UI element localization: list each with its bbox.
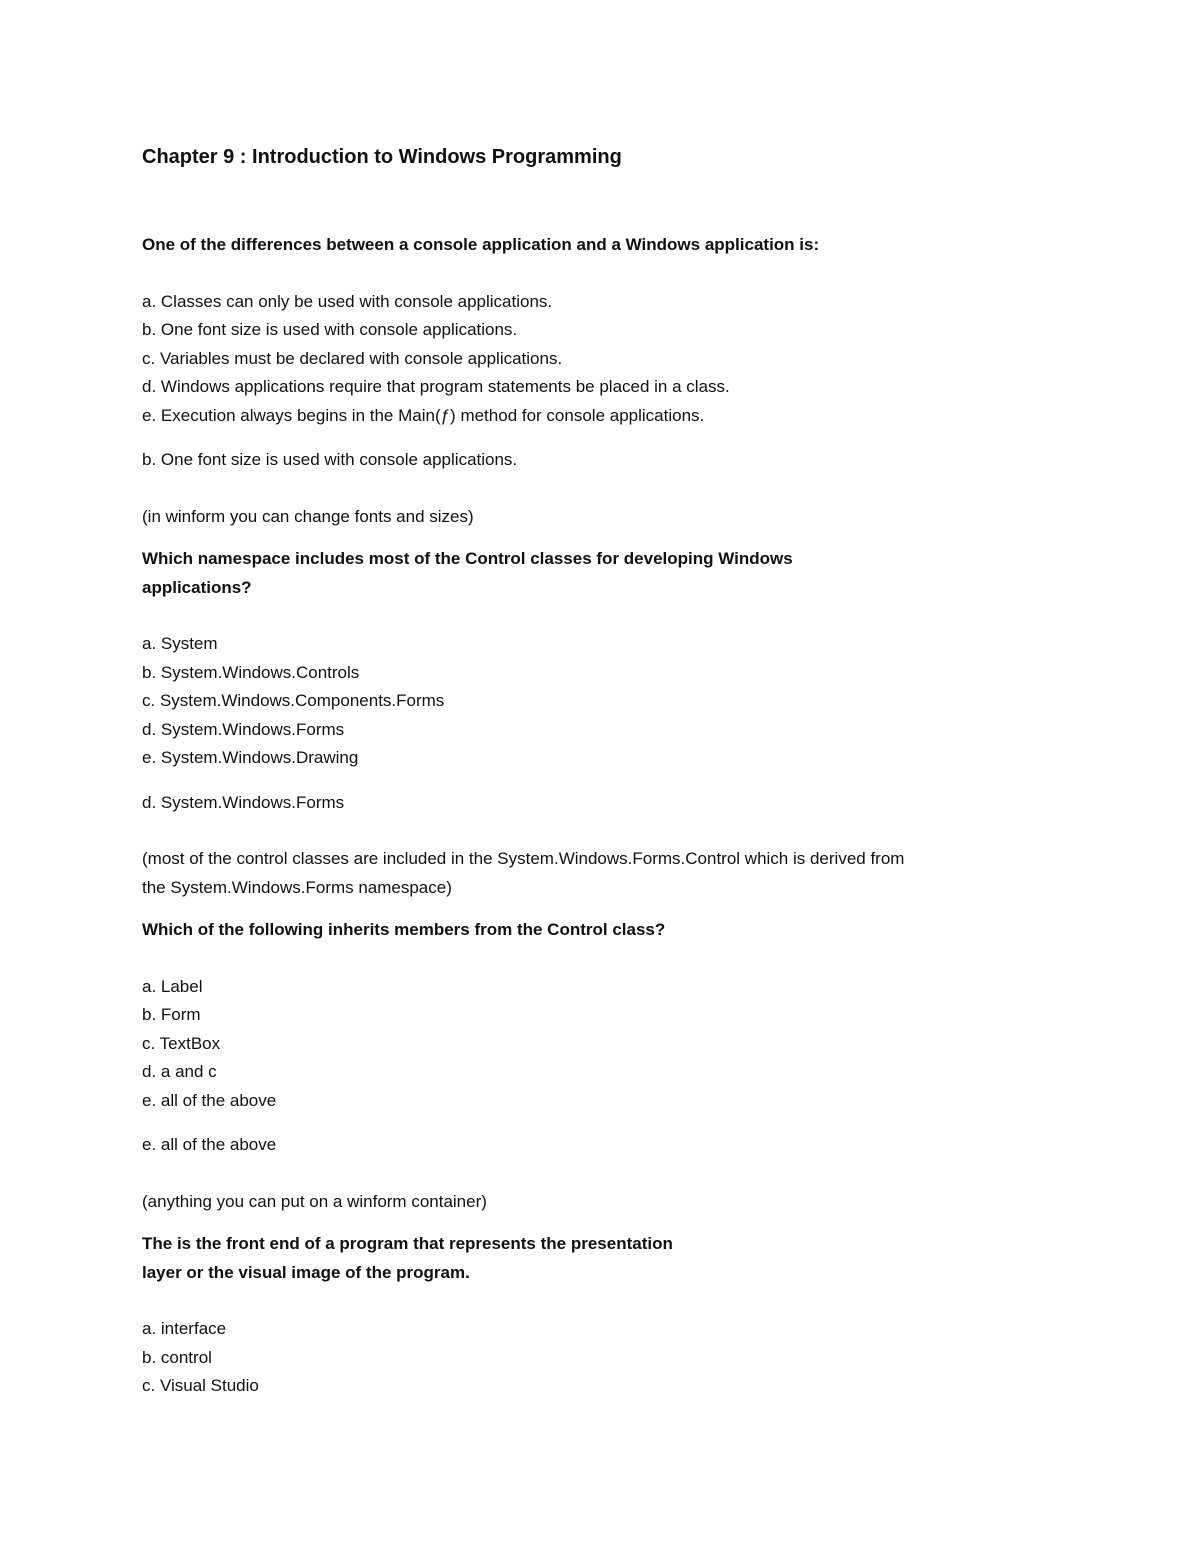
question-2-option-c: c. System.Windows.Components.Forms <box>142 691 445 710</box>
question-1-option-a: a. Classes can only be used with console applications. <box>142 291 553 311</box>
question-4-option-c: c. Visual Studio <box>142 1376 259 1395</box>
question-2-option-d: d. System.Windows.Forms <box>142 719 345 739</box>
question-3-option-e: e. all of the above <box>142 1090 277 1110</box>
question-3: Which of the following inherits members from the Control class? <box>142 920 666 939</box>
question-1-options <box>142 288 1042 431</box>
question-4-options <box>142 1315 1042 1401</box>
question-2-option-b: b. System.Windows.Controls <box>142 662 360 682</box>
question-2-option-a: a. System <box>142 634 218 653</box>
question-2 <box>142 545 1042 602</box>
question-1-option-b: b. One font size is used with console applications. <box>142 320 518 339</box>
question-1: One of the differences between a console application and a Windows application is: <box>142 235 820 254</box>
question-1-option-c: c. Variables must be declared with console applications. <box>142 348 563 368</box>
question-2-option-e: e. System.Windows.Drawing <box>142 748 359 767</box>
question-4-line-1: The is the front end of a program that represents the presentation <box>142 1234 673 1253</box>
question-2-options <box>142 630 1042 773</box>
question-3-option-d: d. a and c <box>142 1062 217 1081</box>
question-3-options <box>142 973 1042 1116</box>
question-2-line-2: applications? <box>142 577 252 597</box>
question-3-note: (anything you can put on a winform container) <box>142 1191 487 1211</box>
document-content <box>142 143 1042 1401</box>
question-3-option-c: c. TextBox <box>142 1033 221 1053</box>
question-2-note <box>142 845 1042 902</box>
question-1-option-e: e. Execution always begins in the Main(ƒ) method for console applications. <box>142 405 705 425</box>
question-1-note: (in winform you can change fonts and sizes) <box>142 506 474 526</box>
question-3-answer: e. all of the above <box>142 1135 277 1154</box>
question-2-answer: d. System.Windows.Forms <box>142 792 345 812</box>
question-2-note-line-2: the System.Windows.Forms namespace) <box>142 877 452 897</box>
question-4-option-a: a. interface <box>142 1319 227 1338</box>
question-2-note-line-1: (most of the control classes are included in the System.Windows.Forms.Control which is derived from <box>142 849 905 868</box>
question-1-answer: b. One font size is used with console applications. <box>142 450 518 469</box>
question-3-option-b: b. Form <box>142 1005 201 1024</box>
question-1-option-d: d. Windows applications require that program statements be placed in a class. <box>142 377 730 396</box>
question-3-option-a: a. Label <box>142 976 203 996</box>
question-4 <box>142 1230 1042 1287</box>
chapter-title: Chapter 9 : Introduction to Windows Programming <box>142 146 622 168</box>
question-2-line-1: Which namespace includes most of the Control classes for developing Windows <box>142 549 793 568</box>
question-4-line-2: layer or the visual image of the program. <box>142 1262 470 1282</box>
question-4-option-b: b. control <box>142 1347 212 1367</box>
